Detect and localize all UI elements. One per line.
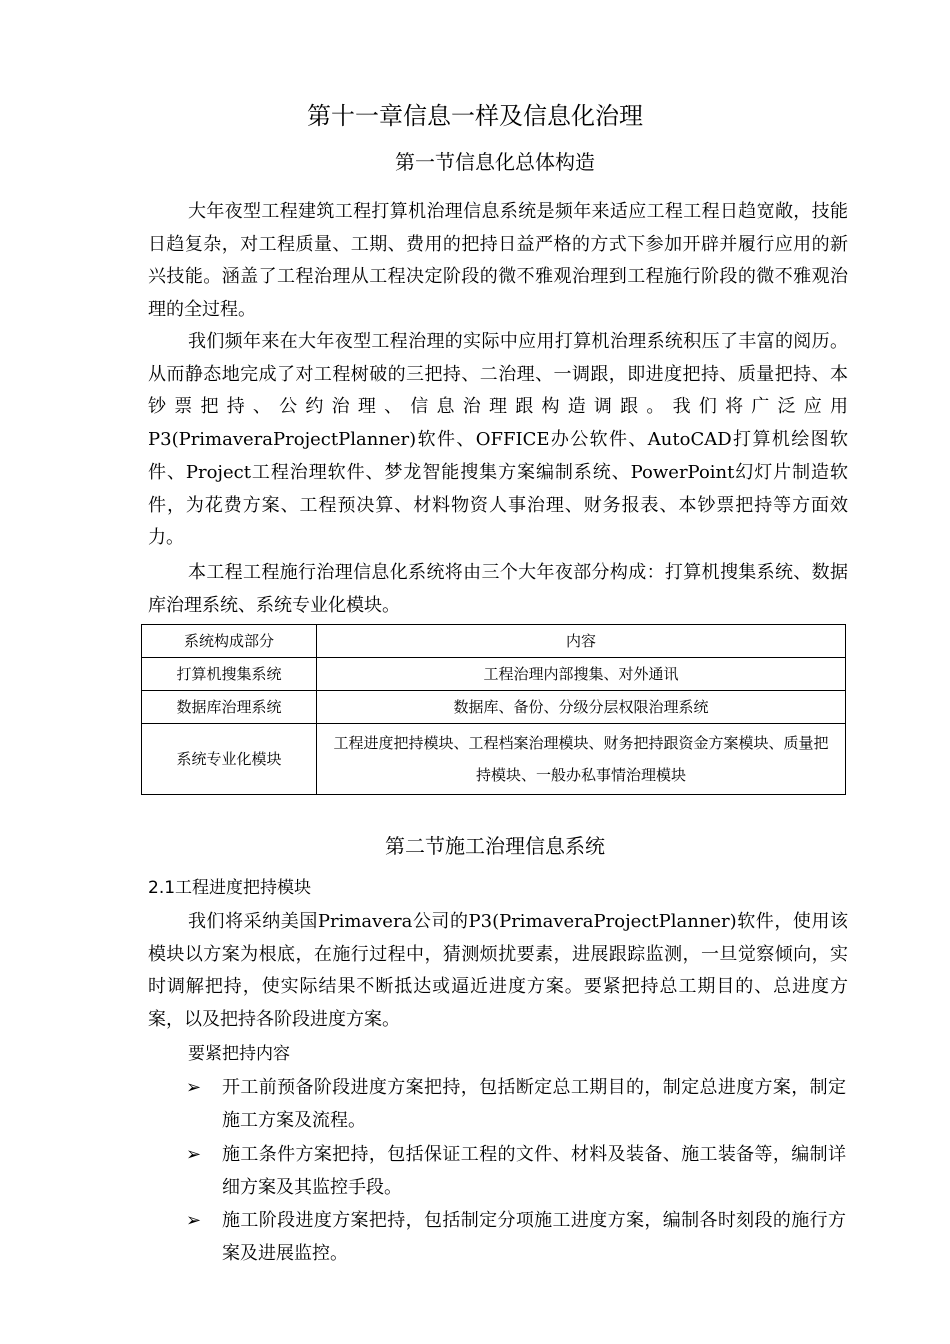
list-item: [186, 1204, 846, 1270]
table-cell: 系统专业化模块: [142, 724, 317, 795]
table-cell: 数据库治理系统: [142, 691, 317, 724]
table-header-cell: 系统构成部分: [142, 625, 317, 658]
list-item-text: 施工条件方案把持，包括保证工程的文件、材料及装备、施工装备等，编制详细方案及其监控手段。: [222, 1144, 846, 1198]
section-1-paragraph-2: 我们频年来在大年夜型工程治理的实际中应用打算机治理系统积压了丰富的阅历。从而静态地完成了对工程树破的三把持、二治理、一调跟，即进度把持、质量把持、本钞票把持、公约治理、信息治理跟构造调跟。我们将广泛应用P3(PrimaveraProjectPlanner)软件、OFFICE办公软件、AutoCAD打算机绘图软件、Project工程治理软件、梦龙智能搜集方案编制系统、PowerPoint幻灯片制造软件，为花费方案、工程预决算、材料物资人事治理、财务报表、本钞票把持等方面效力。: [148, 331, 848, 549]
list-item-text: 施工阶段进度方案把持，包括制定分项施工进度方案，编制各时刻段的施行方案及进展监控。: [222, 1210, 846, 1264]
system-composition-table: [141, 624, 846, 795]
table-row: [142, 691, 846, 724]
section-2-paragraph: 我们将采纳美国Primavera公司的P3(PrimaveraProjectPlanner)软件，使用该模块以方案为根底，在施行过程中，猜测烦扰要素，进展跟踪监测，一旦觉察倾向，实时调解把持，使实际结果不断抵达或逼近进度方案。要紧把持总工期目的、总进度方案，以及把持各阶段进度方案。: [148, 911, 848, 1031]
table-header-cell: 内容: [317, 625, 846, 658]
chapter-title: 第十一章信息一样及信息化治理: [307, 102, 643, 130]
table-row: [142, 658, 846, 691]
table-row: [142, 724, 846, 795]
list-heading: 要紧把持内容: [188, 1044, 290, 1064]
table-cell: 工程治理内部搜集、对外通讯: [317, 658, 846, 691]
section-1-paragraph-1: 大年夜型工程建筑工程打算机治理信息系统是频年来适应工程工程日趋宽敞，技能日趋复杂，对工程质量、工期、费用的把持日益严格的方式下参加开辟并履行应用的新兴技能。涵盖了工程治理从工程决定阶段的微不雅观治理到工程施行阶段的微不雅观治理的全过程。: [148, 201, 848, 321]
section-1-title: 第一节信息化总体构造: [395, 150, 595, 174]
table-cell: 工程进度把持模块、工程档案治理模块、财务把持跟资金方案模块、质量把持模块、一般办私事情治理模块: [317, 724, 846, 795]
list-item: [186, 1138, 846, 1204]
table-cell: 打算机搜集系统: [142, 658, 317, 691]
list-item: [186, 1071, 846, 1137]
table-cell: 数据库、备份、分级分层权限治理系统: [317, 691, 846, 724]
table-header-row: [142, 625, 846, 658]
section-2-title: 第二节施工治理信息系统: [385, 834, 605, 858]
arrow-bullet-icon: ➢: [186, 1077, 202, 1098]
subsection-heading: 2.1工程进度把持模块: [148, 878, 312, 898]
section-1-paragraph-3: 本工程工程施行治理信息化系统将由三个大年夜部分构成：打算机搜集系统、数据库治理系统、系统专业化模块。: [148, 562, 848, 616]
list-item-text: 开工前预备阶段进度方案把持，包括断定总工期目的，制定总进度方案，制定施工方案及流程。: [222, 1077, 846, 1131]
arrow-bullet-icon: ➢: [186, 1210, 202, 1231]
arrow-bullet-icon: ➢: [186, 1144, 202, 1165]
